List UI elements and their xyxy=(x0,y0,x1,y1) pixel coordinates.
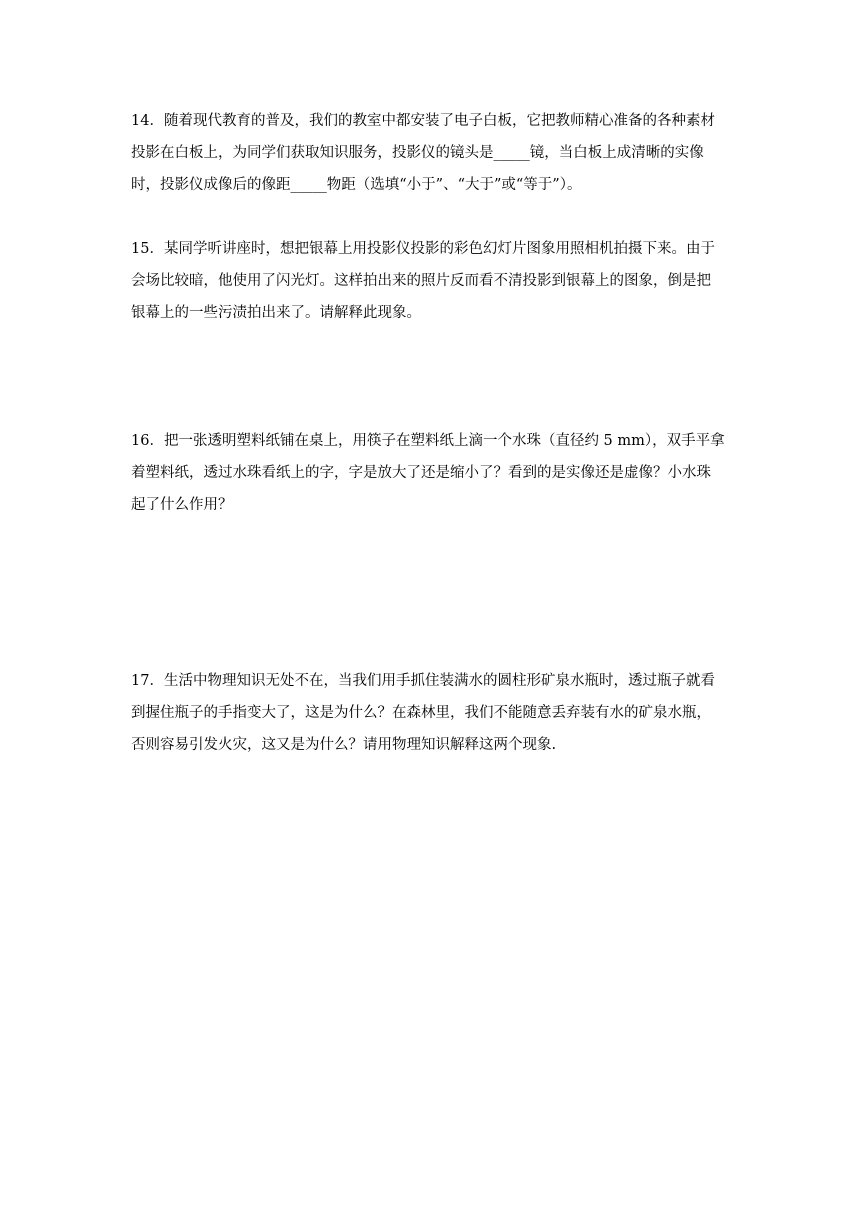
question-17-line-3: 否则容易引发火灾，这又是为什么？请用物理知识解释这两个现象. xyxy=(131,737,557,753)
question-17 xyxy=(131,665,731,761)
question-16 xyxy=(131,425,731,521)
question-14-line-1: 14．随着现代教育的普及，我们的教室中都安装了电子白板，它把教师精心准备的各种素材 xyxy=(131,113,715,129)
question-14-line-2: 投影在白板上，为同学们获取知识服务，投影仪的镜头是_____镜，当白板上成清晰的实像 xyxy=(131,145,704,161)
question-15 xyxy=(131,233,731,329)
question-15-line-3: 银幕上的一些污渍拍出来了。请解释此现象。 xyxy=(131,305,421,321)
question-16-line-1: 16．把一张透明塑料纸铺在桌上，用筷子在塑料纸上滴一个水珠（直径约 5 mm），双手平拿 xyxy=(131,433,725,449)
question-15-line-1: 15．某同学听讲座时，想把银幕上用投影仪投影的彩色幻灯片图象用照相机拍摄下来。由于 xyxy=(131,241,715,257)
question-14 xyxy=(131,105,731,201)
question-15-line-2: 会场比较暗，他使用了闪光灯。这样拍出来的照片反而看不清投影到银幕上的图象，倒是把 xyxy=(131,273,711,289)
question-17-line-2: 到握住瓶子的手指变大了，这是为什么？在森林里，我们不能随意丢弃装有水的矿泉水瓶， xyxy=(131,705,711,721)
question-16-line-3: 起了什么作用？ xyxy=(131,497,233,513)
question-14-line-3: 时，投影仪成像后的像距_____物距（选填“小于”、“大于”或“等于”）。 xyxy=(131,177,582,193)
question-16-line-2: 着塑料纸，透过水珠看纸上的字，字是放大了还是缩小了？看到的是实像还是虚像？小水珠 xyxy=(131,465,711,481)
question-17-line-1: 17．生活中物理知识无处不在，当我们用手抓住装满水的圆柱形矿泉水瓶时，透过瓶子就看 xyxy=(131,673,715,689)
